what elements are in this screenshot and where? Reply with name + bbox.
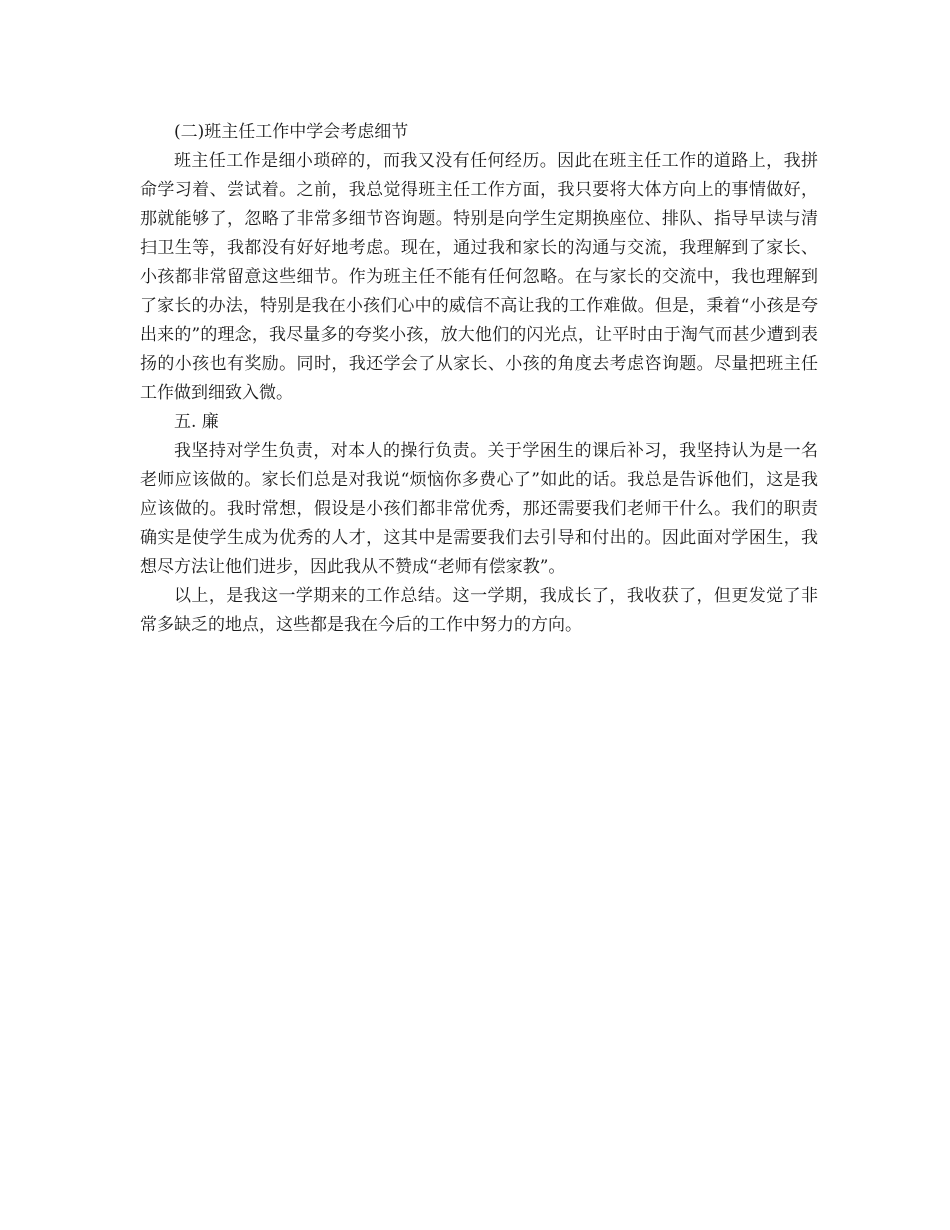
paragraph-integrity: 我坚持对学生负责，对本人的操行负责。关于学困生的课后补习，我坚持认为是一名老师应该做的。家长们总是对我说“烦恼你多费心了”如此的话。我总是告诉他们，这是我应该做的。我时常想，假设是小孩们都非常优秀，那还需要我们老师干什么。我们的职责确实是使学生成为优秀的人才，这其中是需要我们去引导和付出的。因此面对学困生，我想尽方法让他们进步，因此我从不赞成“老师有偿家教”。 — [140, 441, 818, 577]
section-heading-integrity: 五. 廉 — [174, 412, 219, 432]
document-body — [140, 118, 818, 640]
section-heading-details: (二)班主任工作中学会考虑细节 — [174, 122, 409, 142]
paragraph-conclusion: 以上，是我这一学期来的工作总结。这一学期，我成长了，我收获了，但更发觉了非常多缺乏的地点，这些都是我在今后的工作中努力的方向。 — [140, 586, 818, 635]
paragraph-details: 班主任工作是细小琐碎的，而我又没有任何经历。因此在班主任工作的道路上，我拼命学习着、尝试着。之前，我总觉得班主任工作方面，我只要将大体方向上的事情做好，那就能够了，忽略了非常多细节咨询题。特别是向学生定期换座位、排队、指导早读与清扫卫生等，我都没有好好地考虑。现在，通过我和家长的沟通与交流，我理解到了家长、小孩都非常留意这些细节。作为班主任不能有任何忽略。在与家长的交流中，我也理解到了家长的办法，特别是我在小孩们心中的威信不高让我的工作难做。但是，秉着“小孩是夸出来的”的理念，我尽量多的夸奖小孩，放大他们的闪光点，让平时由于淘气而甚少遭到表扬的小孩也有奖励。同时，我还学会了从家长、小孩的角度去考虑咨询题。尽量把班主任工作做到细致入微。 — [140, 151, 818, 403]
